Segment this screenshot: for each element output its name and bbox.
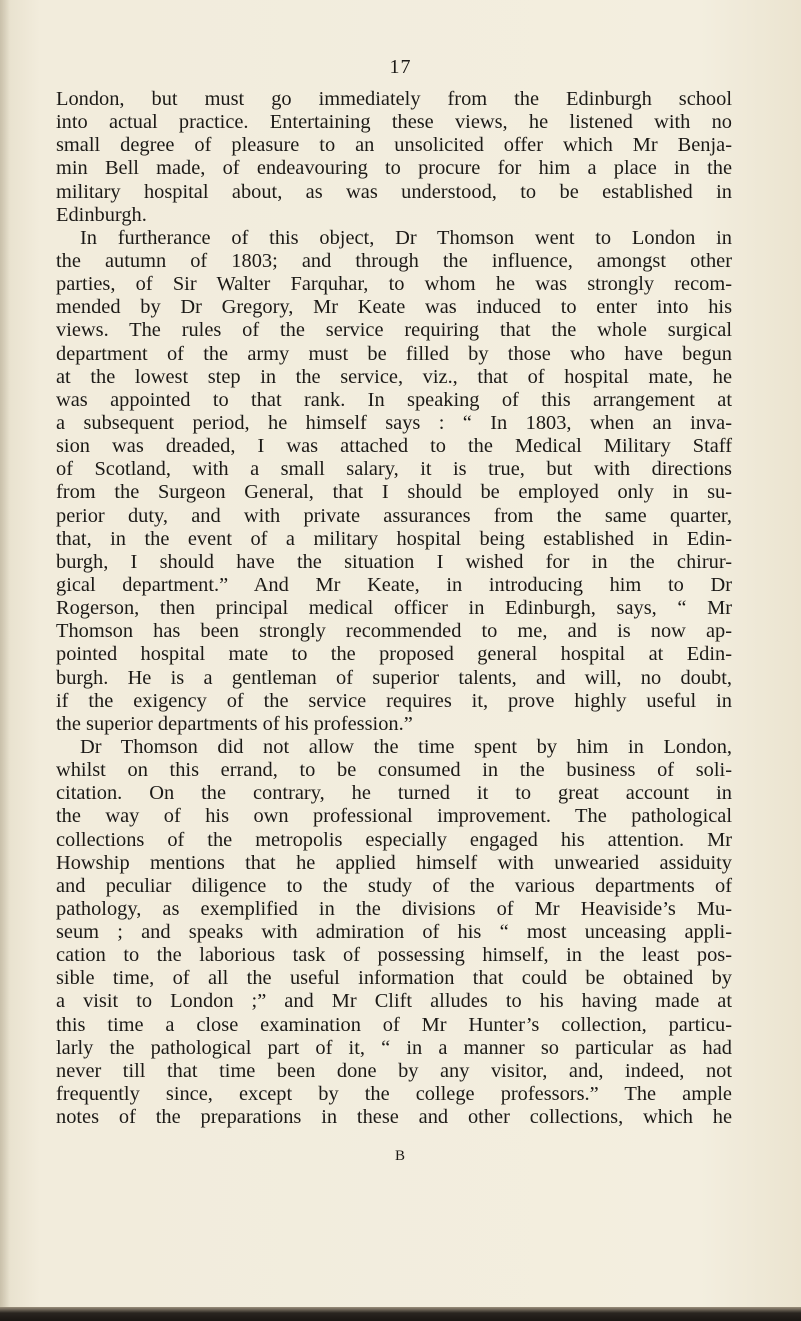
text-line: seum ; and speaks with admiration of his “ most unceasing appli- [56,921,732,944]
text-line: Edinburgh. [56,203,147,226]
text-line: parties, of Sir Walter Farquhar, to whom he was strongly recom- [56,273,732,296]
text-line: the autumn of 1803; and through the influence, amongst other [56,249,732,272]
text-line: views. The rules of the service requiring that the whole surgical [56,319,732,342]
text-line: pathology, as exemplified in the divisions of Mr Heaviside’s Mu- [56,897,732,920]
text-line: military hospital about, as was understood, to be established in [56,180,732,203]
text-line: from the Surgeon General, that I should be employed only in su- [56,481,732,504]
text-line: department of the army must be filled by those who have begun [56,342,732,365]
text-line: Howship mentions that he applied himself with unwearied assiduity [56,851,732,874]
signature-mark: B [394,1148,406,1164]
text-line: notes of the preparations in these and other collections, which he [56,1106,732,1129]
text-line: whilst on this errand, to be consumed in the business of soli- [56,759,732,782]
text-line: of Scotland, with a small salary, it is true, but with directions [56,458,732,481]
text-line: gical department.” And Mr Keate, in introducing him to Dr [56,573,732,596]
text-line: In furtherance of this object, Dr Thomson went to London in [80,226,732,249]
text-line: that, in the event of a military hospital being established in Edin- [56,527,732,550]
text-line: and peculiar diligence to the study of the various departments of [56,874,732,897]
text-line: larly the pathological part of it, “ in a manner so particular as had [56,1036,732,1059]
page-bottom-edge [0,1307,801,1321]
text-line: sible time, of all the useful information that could be obtained by [56,967,732,990]
text-line: burgh. He is a gentleman of superior talents, and will, no doubt, [56,666,732,689]
text-line: never till that time been done by any visitor, and, indeed, not [56,1059,732,1082]
text-line: perior duty, and with private assurances from the same quarter, [56,504,732,527]
text-line: Thomson has been strongly recommended to me, and is now ap- [56,620,732,643]
text-line: min Bell made, of endeavouring to procure for him a place in the [56,157,732,180]
text-line: Dr Thomson did not allow the time spent by him in London, [80,735,732,758]
text-line: mended by Dr Gregory, Mr Keate was induced to enter into his [56,296,732,319]
text-line: a subsequent period, he himself says : “ In 1803, when an inva- [56,411,732,434]
text-line: small degree of pleasure to an unsolicited offer which Mr Benja- [56,134,732,157]
text-line: London, but must go immediately from the Edinburgh school [56,88,732,110]
text-line: was appointed to that rank. In speaking of this arrangement at [56,388,732,411]
page-gutter-shadow [0,0,10,1321]
text-line: frequently since, except by the college professors.” The ample [56,1083,732,1106]
page-number: 17 [389,56,412,78]
text-line: the superior departments of his profession.” [56,712,413,735]
text-line: into actual practice. Entertaining these views, he listened with no [56,111,732,134]
text-line: the way of his own professional improvement. The pathological [56,805,732,828]
text-line: at the lowest step in the service, viz., that of hospital mate, he [56,365,732,388]
text-line: Rogerson, then principal medical officer in Edinburgh, says, “ Mr [56,597,732,620]
text-line: citation. On the contrary, he turned it to great account in [56,782,732,805]
text-line: if the exigency of the service requires it, prove highly useful in [56,689,732,712]
text-line: collections of the metropolis especially engaged his attention. Mr [56,828,732,851]
text-line: sion was dreaded, I was attached to the Medical Military Staff [56,435,732,458]
text-line: cation to the laborious task of possessing himself, in the least pos- [56,944,732,967]
text-line: a visit to London ;” and Mr Clift alludes to his having made at [56,990,732,1013]
text-line: pointed hospital mate to the proposed general hospital at Edin- [56,643,732,666]
body-text [56,88,732,1129]
text-line: burgh, I should have the situation I wished for in the chirur- [56,550,732,573]
text-line: this time a close examination of Mr Hunter’s collection, particu- [56,1013,732,1036]
